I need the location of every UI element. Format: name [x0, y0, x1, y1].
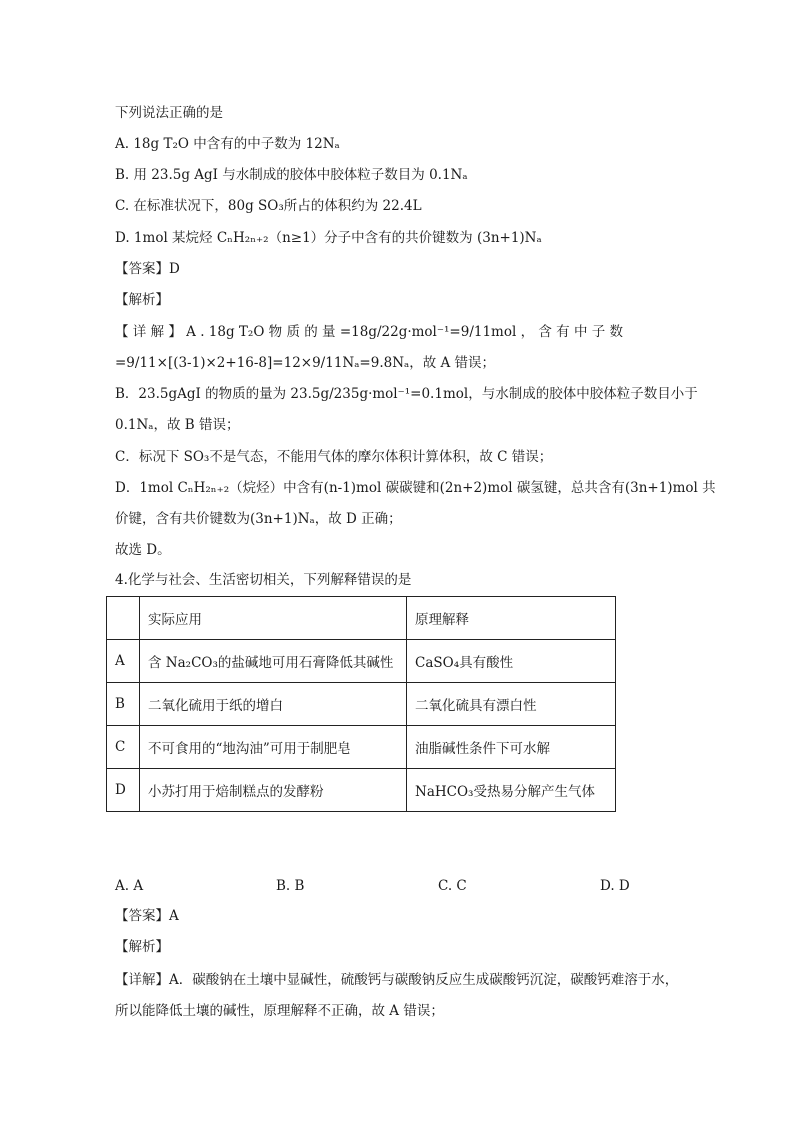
table-header-row [107, 597, 616, 640]
table-cell: 不可食用的“地沟油”可用于制肥皂 [140, 726, 407, 769]
q3-option-c: C. 在标准状况下，80g SO₃所占的体积约为 22.4L [115, 198, 422, 214]
q4-choice-d: D. D [600, 878, 630, 894]
q3-option-a: A. 18g T₂O 中含有的中子数为 12Nₐ [115, 136, 340, 152]
table-cell: 二氧化硫用于纸的增白 [140, 683, 407, 726]
table-cell-label: A [107, 640, 140, 683]
table-cell: 油脂碱性条件下可水解 [407, 726, 616, 769]
table-cell [107, 597, 140, 640]
table-cell: 小苏打用于焙制糕点的发酵粉 [140, 769, 407, 812]
q3-answer: 【答案】D [115, 261, 180, 277]
q3-analysis-line: B．23.5gAgI 的物质的量为 23.5g/235g·mol⁻¹=0.1mol，与水制成的胶体中胶体粒子数目小于 [115, 386, 698, 402]
q3-conclusion: 故选 D。 [115, 542, 171, 558]
q4-analysis-title: 【解析】 [115, 939, 169, 955]
q3-analysis-line: C．标况下 SO₃不是气态，不能用气体的摩尔体积计算体积，故 C 错误； [115, 449, 553, 465]
q3-analysis-line: 价键，含有共价键数为(3n+1)Nₐ，故 D 正确； [115, 511, 402, 527]
table-cell: 二氧化硫具有漂白性 [407, 683, 616, 726]
q4-stem: 4.化学与社会、生活密切相关，下列解释错误的是 [115, 572, 412, 588]
table-cell: CaSO₄具有酸性 [407, 640, 616, 683]
q4-choice-c: C. C [438, 878, 467, 894]
q3-analysis-line: =9/11×[(3-1)×2+16-8]=12×9/11Nₐ=9.8Nₐ，故 A 错误； [115, 355, 496, 371]
table-row [107, 683, 616, 726]
q3-stem: 下列说法正确的是 [115, 105, 223, 121]
q3-option-b: B. 用 23.5g AgI 与水制成的胶体中胶体粒子数目为 0.1Nₐ [115, 167, 468, 183]
q4-analysis-line: 所以能降低土壤的碱性，原理解释不正确，故 A 错误； [115, 1003, 444, 1019]
table-cell-label: D [107, 769, 140, 812]
q4-answer: 【答案】A [115, 908, 179, 924]
table-row [107, 726, 616, 769]
q4-table [106, 596, 616, 812]
q3-analysis-line: 0.1Nₐ，故 B 错误； [115, 417, 240, 433]
q3-analysis-title: 【解析】 [115, 292, 169, 308]
table-header-principle: 原理解释 [407, 597, 616, 640]
table-row [107, 640, 616, 683]
table-cell: NaHCO₃受热易分解产生气体 [407, 769, 616, 812]
q3-analysis-line: 【 详 解 】 A . 18g T₂O 物 质 的 量 =18g/22g·mol⁻¹=9/11mol ， 含 有 中 子 数 [115, 324, 624, 340]
table-header-application: 实际应用 [140, 597, 407, 640]
q3-analysis-line: D．1mol CₙH₂ₙ₊₂（烷烃）中含有(n-1)mol 碳碳键和(2n+2)mol 碳氢键，总共含有(3n+1)mol 共 [115, 480, 716, 496]
q3-option-d: D. 1mol 某烷烃 CₙH₂ₙ₊₂（n≥1）分子中含有的共价键数为 (3n+1)Nₐ [115, 230, 542, 246]
q4-choice-a: A. A [115, 878, 144, 894]
table-row [107, 769, 616, 812]
q4-choice-b: B. B [276, 878, 305, 894]
table-cell-label: C [107, 726, 140, 769]
table-cell: 含 Na₂CO₃的盐碱地可用石膏降低其碱性 [140, 640, 407, 683]
q4-analysis-line: 【详解】A．碳酸钠在土壤中显碱性，硫酸钙与碳酸钠反应生成碳酸钙沉淀，碳酸钙难溶于水， [115, 972, 679, 988]
table-cell-label: B [107, 683, 140, 726]
